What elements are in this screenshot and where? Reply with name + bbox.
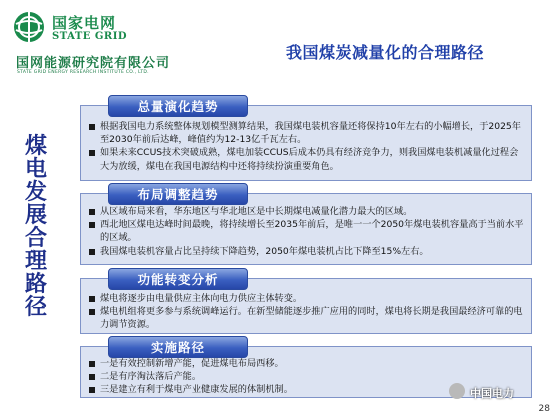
side-title-char: 合 — [24, 225, 47, 251]
wechat-watermark-icon — [449, 383, 465, 399]
list-item: 煤电机组将更多参与系统调峰运行。在新型储能逐步推广应用的同时，煤电将长期是我国最经济可靠的电力调节资源。 — [88, 305, 524, 331]
institute-name-en: STATE GRID ENERGY RESEARCH INSTITUTE CO., LTD. — [17, 70, 149, 75]
section-header-function-shift: 功能转变分析 — [108, 268, 248, 290]
list-item: 如果未来CCUS技术突破成熟，煤电加装CCUS后成本仍具有经济竞争力，则我国煤电装机减量化过程会大为放缓，煤电在我国电源结构中还将持续扮演重要角色。 — [88, 146, 524, 172]
side-title-char: 路 — [24, 271, 47, 297]
section-header-implementation: 实施路径 — [108, 336, 248, 358]
list-item: 二是有序淘汰落后产能。 — [88, 370, 524, 383]
page-title: 我国煤炭减量化的合理路径 — [286, 43, 485, 62]
logo-text-en: STATE GRID — [52, 31, 128, 42]
state-grid-logo-icon — [12, 10, 46, 44]
section-function-shift-bullets — [88, 292, 524, 332]
section-layout-trend-bullets — [88, 205, 524, 258]
logo-text-cn: 国家电网 — [52, 14, 117, 32]
side-title-char: 电 — [24, 156, 47, 182]
list-item: 根据我国电力系统整体规划模型测算结果，我国煤电装机容量还将保持10年左右的小幅增长，于2025年至2030年前后达峰，峰值约为12-13亿千瓦左右。 — [88, 120, 524, 146]
side-title-char: 展 — [24, 202, 47, 228]
section-total-trend-bullets — [88, 120, 524, 173]
list-item: 西北地区煤电达峰时间最晚，将持续增长至2035年前后，是唯一一个2050年煤电装机容量高于当前水平的区域。 — [88, 218, 524, 244]
list-item: 煤电将逐步由电量供应主体向电力供应主体转变。 — [88, 292, 524, 305]
side-title-char: 理 — [24, 248, 47, 274]
side-title — [18, 135, 54, 319]
side-title-char: 径 — [24, 294, 47, 320]
section-header-total-trend: 总量演化趋势 — [108, 95, 248, 117]
side-title-char: 煤 — [24, 133, 47, 159]
list-item: 三是建立有利于煤电产业健康发展的体制机制。 — [88, 383, 524, 396]
list-item: 从区域布局来看，华东地区与华北地区是中长期煤电减量化潜力最大的区域。 — [88, 205, 524, 218]
institute-name-cn: 国网能源研究院有限公司 — [16, 56, 171, 71]
watermark-text: 中国电力 — [470, 387, 514, 400]
state-grid-logo — [8, 6, 194, 82]
list-item: 一是有效控制新增产能，促进煤电布局西移。 — [88, 357, 524, 370]
list-item: 我国煤电装机容量占比呈持续下降趋势，2050年煤电装机占比下降至15%左右。 — [88, 245, 524, 258]
side-title-char: 发 — [24, 179, 47, 205]
page-number: 28 — [538, 404, 550, 414]
section-header-layout-trend: 布局调整趋势 — [108, 183, 248, 205]
